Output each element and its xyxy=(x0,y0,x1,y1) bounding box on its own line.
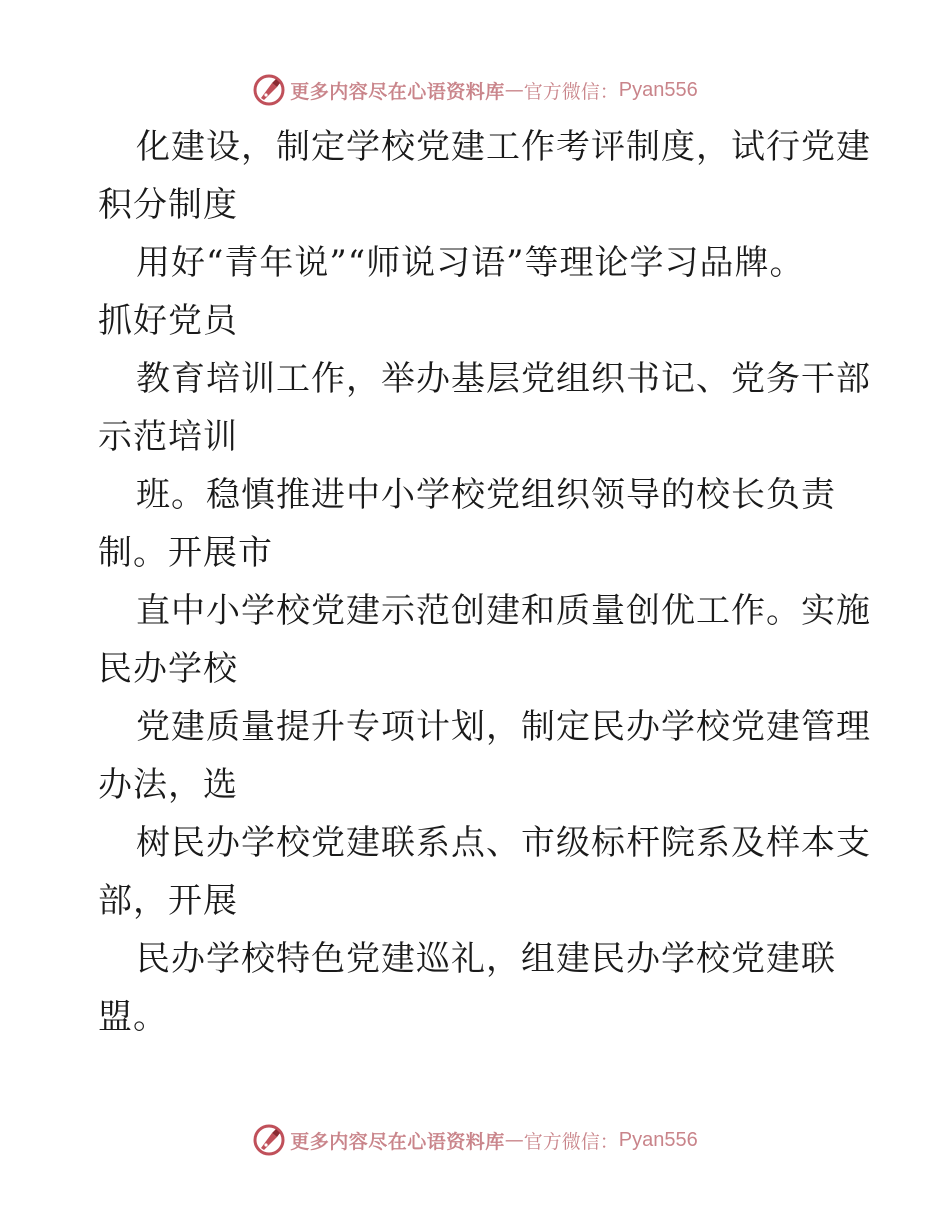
watermark-text: 更多内容尽在心语资料库 xyxy=(290,80,505,103)
text-line: 制。开展市 xyxy=(98,533,273,573)
text-line: 办法，选 xyxy=(98,765,238,805)
watermark-text: 更多内容尽在心语资料库 xyxy=(290,1130,505,1153)
document-body xyxy=(98,118,871,1046)
text-line: 盟。 xyxy=(98,997,168,1037)
text-line: 班。稳慎推进中小学校党组织领导的校长负责 xyxy=(136,475,836,515)
text-line: 民办学校 xyxy=(98,649,238,689)
text-line: 用好“青年说”“师说习语”等理论学习品牌。 xyxy=(136,243,805,283)
text-line: 民办学校特色党建巡礼，组建民办学校党建联 xyxy=(136,939,836,979)
watermark-separator: — xyxy=(504,79,524,101)
footer-watermark xyxy=(0,1122,950,1158)
watermark-separator: — xyxy=(504,1129,524,1151)
watermark-wechat-id: Pyan556 xyxy=(618,1128,698,1151)
watermark-wechat-id: Pyan556 xyxy=(618,78,698,101)
text-line: 教育培训工作，举办基层党组织书记、党务干部 xyxy=(136,359,871,399)
text-line: 部，开展 xyxy=(98,881,238,921)
header-watermark xyxy=(0,72,950,108)
text-line: 抓好党员 xyxy=(98,301,238,341)
text-line: 示范培训 xyxy=(98,417,238,457)
pen-nib-logo-icon xyxy=(252,73,286,107)
text-line: 党建质量提升专项计划，制定民办学校党建管理 xyxy=(136,707,871,747)
watermark-label: 官方微信： xyxy=(523,80,619,103)
text-line: 积分制度 xyxy=(98,185,238,225)
text-line: 直中小学校党建示范创建和质量创优工作。实施 xyxy=(136,591,871,631)
pen-nib-logo-icon xyxy=(252,1123,286,1157)
text-line: 树民办学校党建联系点、市级标杆院系及样本支 xyxy=(136,823,871,863)
watermark-label: 官方微信： xyxy=(523,1130,619,1153)
text-line: 化建设，制定学校党建工作考评制度，试行党建 xyxy=(136,127,871,167)
